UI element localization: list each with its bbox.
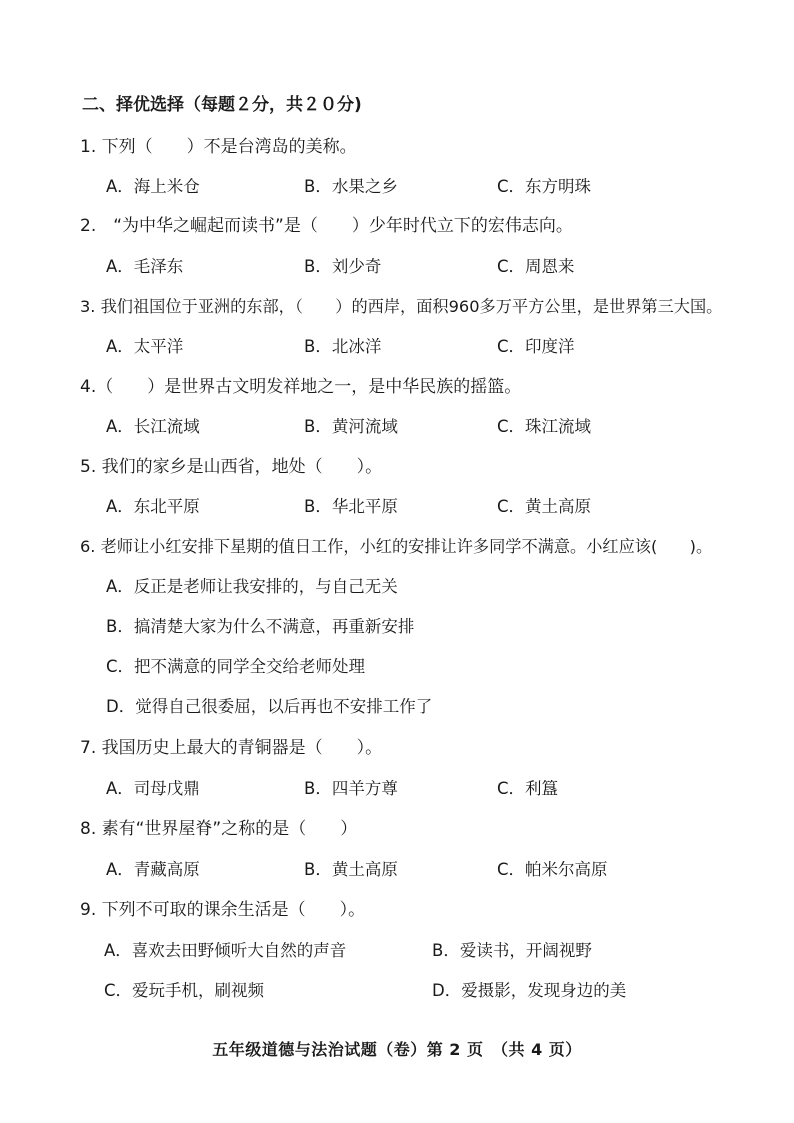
question-3-option-b: B．北冰洋 <box>304 337 382 356</box>
question-6-option-d: D．觉得自己很委屈，以后再也不安排工作了 <box>106 697 433 716</box>
question-8-option-b: B．黄土高原 <box>304 860 398 879</box>
question-4-option-c: C．珠江流域 <box>497 417 592 436</box>
question-6-option-c: C．把不满意的同学全交给老师处理 <box>106 657 366 676</box>
question-3-stem: 3. 我们祖国位于亚洲的东部，（ ）的西岸，面积960多万平方公里，是世界第三大国。 <box>80 297 723 316</box>
question-4-option-b: B．黄河流域 <box>304 417 398 436</box>
question-9-option-b: B．爱读书，开阔视野 <box>432 941 592 960</box>
question-8-stem: 8. 素有“世界屋脊”之称的是（ ） <box>80 819 358 839</box>
question-3-option-c: C．印度洋 <box>497 337 575 356</box>
question-1-option-c: C．东方明珠 <box>497 177 592 196</box>
question-6-option-a: A．反正是老师让我安排的，与自己无关 <box>106 577 398 596</box>
question-5-option-a: A．东北平原 <box>106 497 200 516</box>
section-title: 二、择优选择（每题２分，共２０分) <box>82 95 362 115</box>
question-9-option-a: A．喜欢去田野倾听大自然的声音 <box>104 941 347 960</box>
question-6-stem: 6. 老师让小红安排下星期的值日工作，小红的安排让许多同学不满意。小红应该( )。 <box>80 537 713 556</box>
question-7-option-b: B．四羊方尊 <box>304 779 398 798</box>
question-1-option-b: B．水果之乡 <box>304 177 398 196</box>
question-7-option-c: C．利簋 <box>497 779 559 798</box>
question-8-option-a: A．青藏高原 <box>106 860 200 879</box>
question-1-option-a: A．海上米仓 <box>106 177 200 196</box>
question-5-option-b: B．华北平原 <box>304 497 398 516</box>
question-2-option-b: B．刘少奇 <box>304 257 382 276</box>
question-2-option-c: C．周恩来 <box>497 257 575 276</box>
question-2-stem: 2. “为中华之崛起而读书”是（ ）少年时代立下的宏伟志向。 <box>80 216 573 236</box>
question-1-stem: 1. 下列（ ）不是台湾岛的美称。 <box>80 137 357 157</box>
question-6-option-b: B．搞清楚大家为什么不满意，再重新安排 <box>106 617 415 636</box>
question-7-option-a: A．司母戊鼎 <box>106 779 200 798</box>
question-8-option-c: C．帕米尔高原 <box>497 860 608 879</box>
question-9-option-c: C．爱玩手机，刷视频 <box>104 981 265 1000</box>
question-4-option-a: A．长江流域 <box>106 417 200 436</box>
question-4-stem: 4.（ ）是世界古文明发祥地之一，是中华民族的摇篮。 <box>80 377 522 397</box>
page-footer: 五年级道德与法治试题（卷）第 2 页 （共 4 页） <box>212 1040 582 1059</box>
question-7-stem: 7. 我国历史上最大的青铜器是（ ）。 <box>80 738 383 758</box>
question-3-option-a: A．太平洋 <box>106 337 184 356</box>
question-5-stem: 5. 我们的家乡是山西省，地处（ ）。 <box>80 457 383 477</box>
question-9-stem: 9. 下列不可取的课余生活是（ ）。 <box>80 900 366 920</box>
question-5-option-c: C．黄土高原 <box>497 497 592 516</box>
question-2-option-a: A．毛泽东 <box>106 257 184 276</box>
question-9-option-d: D．爱摄影，发现身边的美 <box>432 981 627 1000</box>
